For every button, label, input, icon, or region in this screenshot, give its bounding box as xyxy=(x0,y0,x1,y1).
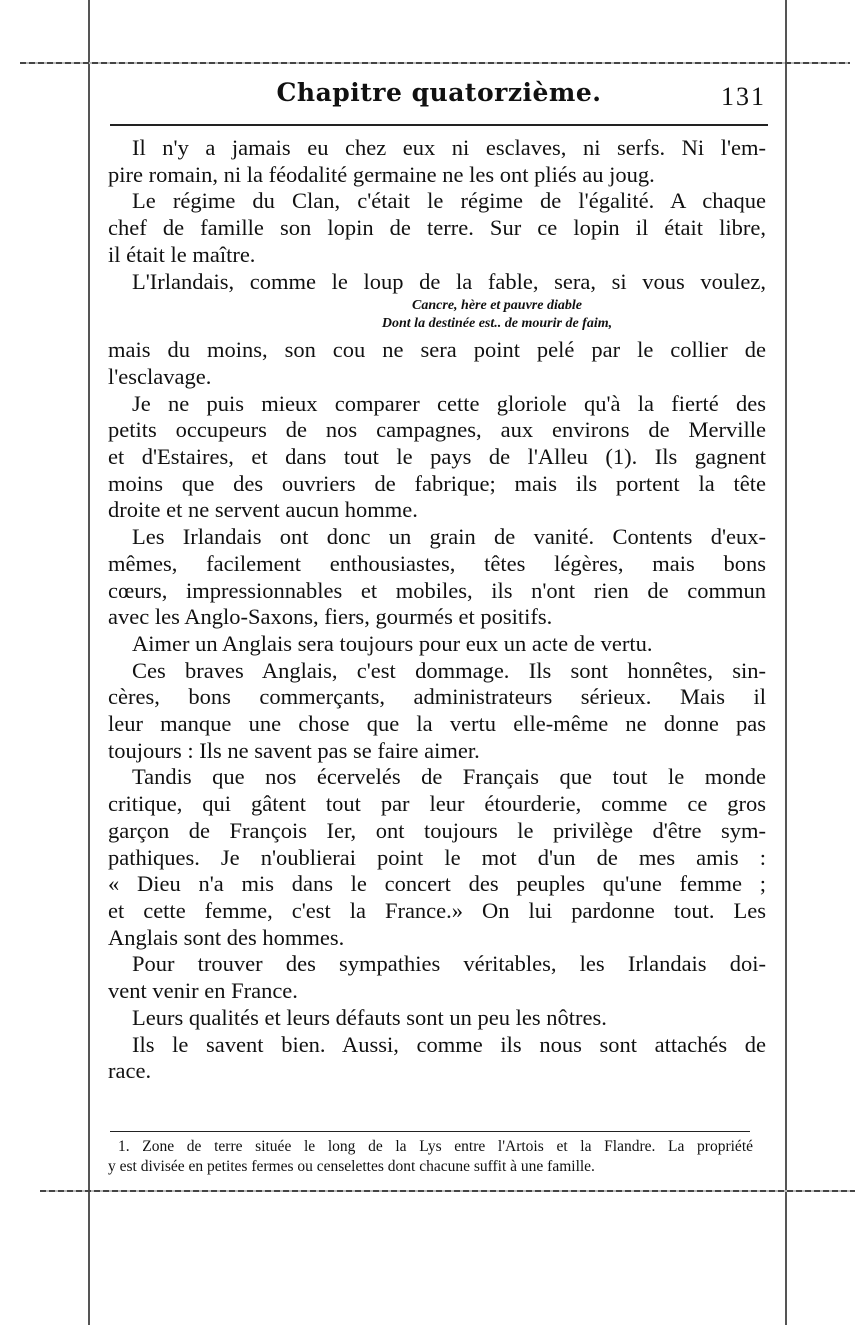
text-line: petits occupeurs de nos campagnes, aux environs de Merville xyxy=(108,417,766,443)
scan-edge-left xyxy=(88,0,90,1325)
text-line: chef de famille son lopin de terre. Sur ce lopin il était libre, xyxy=(108,215,766,241)
text-line: pathiques. Je n'oublierai point le mot d'un de mes amis : xyxy=(108,844,766,870)
paragraph xyxy=(108,951,766,1004)
text-line: Il n'y a jamais eu chez eux ni esclaves, ni serfs. Ni l'em- xyxy=(132,135,766,160)
text-line: race. xyxy=(108,1058,152,1084)
text-line: avec les Anglo-Saxons, fiers, gourmés et positifs. xyxy=(108,604,553,630)
paragraph xyxy=(108,337,766,390)
text-line: vent venir en France. xyxy=(108,978,298,1004)
text-line: critique, qui gâtent tout par leur étourderie, comme ce gros xyxy=(108,791,766,817)
text-line: et cette femme, c'est la France.» On lui pardonne tout. Les xyxy=(108,897,766,923)
verse-line: Dont la destinée est.. de mourir de faim, xyxy=(381,316,613,332)
paragraph xyxy=(108,1005,766,1032)
text-line: Pour trouver des sympathies véritables, les Irlandais doi- xyxy=(132,951,766,977)
text-line: cœurs, impressionnables et mobiles, ils n'ont rien de commun xyxy=(108,577,766,603)
scan-edge-top xyxy=(20,62,850,64)
paragraph xyxy=(108,764,766,951)
paragraph xyxy=(108,631,766,658)
text-line: toujours : Ils ne savent pas se faire aimer. xyxy=(108,737,480,763)
text-line: il était le maître. xyxy=(108,241,256,267)
text-line: Je ne puis mieux comparer cette gloriole qu'à la fierté des xyxy=(132,390,766,416)
text-line: cères, bons commerçants, administrateurs sérieux. Mais il xyxy=(108,684,766,710)
text-line: Anglais sont des hommes. xyxy=(108,924,345,950)
footnote-rule xyxy=(110,1131,750,1132)
paragraph xyxy=(108,391,766,525)
text-line: mais du moins, son cou ne sera point pelé par le collier de xyxy=(108,337,766,363)
scan-edge-right xyxy=(785,0,787,1325)
text-line: L'Irlandais, comme le loup de la fable, sera, si vous voulez, xyxy=(132,268,766,294)
text-line: Les Irlandais ont donc un grain de vanité. Contents d'eux- xyxy=(132,524,766,550)
text-line: Ces braves Anglais, c'est dommage. Ils sont honnêtes, sin- xyxy=(132,657,766,683)
verse-line: Cancre, hère et pauvre diable xyxy=(412,298,582,314)
footnote-line: 1. Zone de terre située le long de la Lys entre l'Artois et la Flandre. La propriété xyxy=(118,1138,753,1155)
text-line: l'esclavage. xyxy=(108,363,212,389)
paragraph xyxy=(108,135,766,188)
body-text xyxy=(108,135,766,1085)
header-rule xyxy=(110,124,768,126)
text-line: Tandis que nos écervelés de Français que tout le monde xyxy=(132,764,766,790)
paragraph xyxy=(108,269,766,296)
footnote-line: y est divisée en petites fermes ou censelettes dont chacune suffit à une famille. xyxy=(108,1158,595,1175)
paragraph xyxy=(108,658,766,765)
text-line: pire romain, ni la féodalité germaine ne les ont pliés au joug. xyxy=(108,161,655,187)
chapter-title: Chapitre quatorzième. xyxy=(276,78,602,107)
text-line: droite et ne servent aucun homme. xyxy=(108,497,418,523)
verse-quote xyxy=(228,297,766,333)
page-number: 131 xyxy=(721,82,766,111)
paragraph xyxy=(108,188,766,268)
text-line: Leurs qualités et leurs défauts sont un peu les nôtres. xyxy=(132,1004,607,1030)
paragraph xyxy=(108,524,766,631)
text-line: Ils le savent bien. Aussi, comme ils nous sont attachés de xyxy=(132,1031,766,1057)
page-header xyxy=(110,78,768,118)
text-line: moins que des ouvriers de fabrique; mais ils portent la tête xyxy=(108,470,766,496)
scan-edge-bottom xyxy=(40,1190,855,1192)
text-line: mêmes, facilement enthousiastes, têtes légères, mais bons xyxy=(108,550,766,576)
text-line: « Dieu n'a mis dans le concert des peuples qu'une femme ; xyxy=(108,871,766,897)
footnote xyxy=(108,1137,753,1177)
text-line: garçon de François Ier, ont toujours le privilège d'être sym- xyxy=(108,817,766,843)
paragraph xyxy=(108,1032,766,1085)
text-line: Le régime du Clan, c'était le régime de l'égalité. A chaque xyxy=(132,188,766,214)
text-line: et d'Estaires, et dans tout le pays de l'Alleu (1). Ils gagnent xyxy=(108,444,766,470)
text-line: Aimer un Anglais sera toujours pour eux un acte de vertu. xyxy=(132,630,653,656)
text-line: leur manque une chose que la vertu elle-même ne donne pas xyxy=(108,711,766,737)
